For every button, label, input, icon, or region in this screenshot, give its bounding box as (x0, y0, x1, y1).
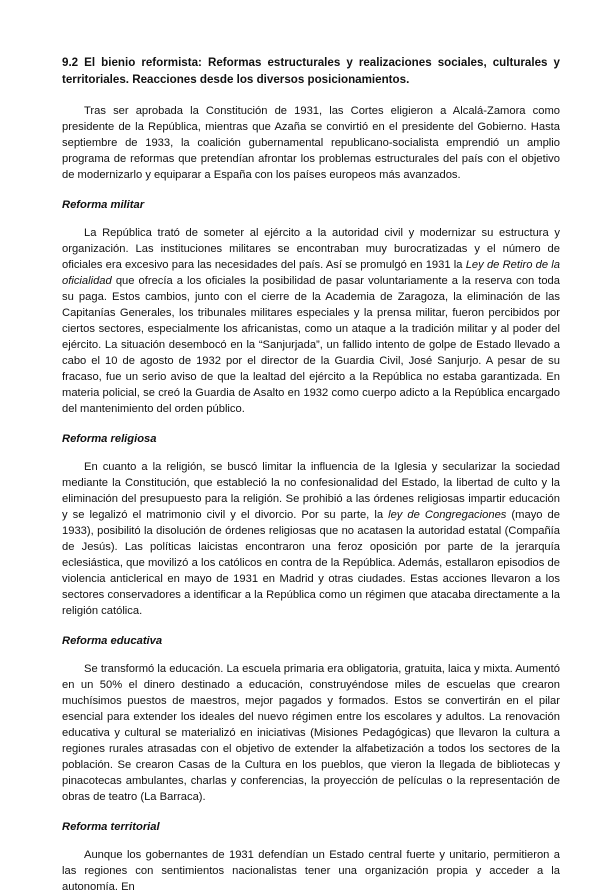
page-title: 9.2 El bienio reformista: Reformas estructurales y realizaciones sociales, culturales y territoriales. Reacciones desde los diversos posicionamientos. (62, 56, 560, 86)
paragraph-reforma-militar (62, 225, 560, 417)
heading-reforma-religiosa: Reforma religiosa (62, 433, 157, 445)
law-title: ley de Congregaciones (388, 509, 507, 521)
heading-reforma-educativa: Reforma educativa (62, 635, 163, 647)
heading-reforma-territorial: Reforma territorial (62, 821, 160, 833)
text-run: (mayo de 1933), posibilitó la disolución de órdenes religiosas que no acatasen la autoridad estatal (Compañía de Jesús). Las políticas laicistas encontraron una feroz oposición por parte de la jerarquía eclesiástica, que movilizó a los católicos en contra de la República. Además, estallaron episodios de violencia anticlerical en mayo de 1931 en Madrid y otras ciudades. Estas acciones llevaron a los sectores conservadores a identificar a la República como un régimen que atacaba directamente a la religión católica. (62, 509, 561, 617)
law-title: Ley de Retiro de la oficialidad (62, 259, 560, 287)
heading-reforma-militar: Reforma militar (62, 199, 145, 211)
paragraph-reforma-educativa: Se transformó la educación. La escuela primaria era obligatoria, gratuita, laica y mixta. Aumentó en un 50% el dinero destinado a educación, construyéndose miles de escuelas que crearon muchísimos puestos de maestros, mejor pagados y formados. Estos se convertirán en el pilar esencial para extender los ideales del nuevo régimen entre los escolares y adultos. La renovación educativa y cultural se materializó en iniciativas (Misiones Pedagógicas) que llevaron la cultura a regiones rurales atrasadas con el objetivo de extender la alfabetización a todos los sectores de la población. Se crearon Casas de la Cultura en los pueblos, que vieron la llegada de bibliotecas y pinacotecas ambulantes, charlas y conferencias, la proyección de películas o la representación de obras de teatro (La Barraca). (62, 663, 560, 803)
paragraph-reforma-religiosa (62, 459, 560, 619)
text-run: En cuanto a la religión, se buscó limitar la influencia de la Iglesia y secularizar la sociedad mediante la Constitución, que estableció la no confesionalidad del Estado, la libertad de culto y la eliminación del presupuesto para la religión. Se prohibió a las órdenes religiosas impartir educación y se legalizó el matrimonio civil y el divorcio. Por su parte, la (62, 461, 560, 521)
paragraph-reforma-territorial: Aunque los gobernantes de 1931 defendían un Estado central fuerte y unitario, permitieron a las regiones con sentimientos nacionalistas tener una organización propia y acceder a la autonomía. En (62, 849, 560, 893)
intro-paragraph: Tras ser aprobada la Constitución de 1931, las Cortes eligieron a Alcalá-Zamora como presidente de la República, mientras que Azaña se convirtió en el presidente del Gobierno. Hasta septiembre de 1933, la coalición gubernamental republicano-socialista emprendió un amplio programa de reformas que pretendían afrontar los problemas estructurales del país con el objetivo de modernizarlo y equiparar a España con los países europeos más avanzados. (62, 105, 560, 181)
text-run: que ofrecía a los oficiales la posibilidad de pasar voluntariamente a la reserva con toda su paga. Estos cambios, junto con el cierre de la Academia de Zaragoza, la eliminación de las Capitanías Generales, los tribunales militares especiales y la prensa militar, fueron percibidos por ciertos sectores, especialmente los africanistas, como un ataque a la tradición militar y al poder del ejército. La situación desembocó en la “Sanjurjada”, un fallido intento de golpe de Estado llevado a cabo el 10 de agosto de 1932 por el director de la Guardia Civil, José Sanjurjo. A pesar de su fracaso, fue un serio aviso de que la lealtad del ejército a la República no estaba garantizada. En materia policial, se creó la Guardia de Asalto en 1932 como cuerpo adicto a la República encargado del mantenimiento del orden público. (62, 275, 560, 415)
text-run: La República trató de someter al ejército a la autoridad civil y modernizar su estructura y organización. Las instituciones militares se encontraban muy burocratizadas y el número de oficiales era excesivo para las necesidades del país. Así se promulgó en 1931 la (62, 227, 560, 271)
